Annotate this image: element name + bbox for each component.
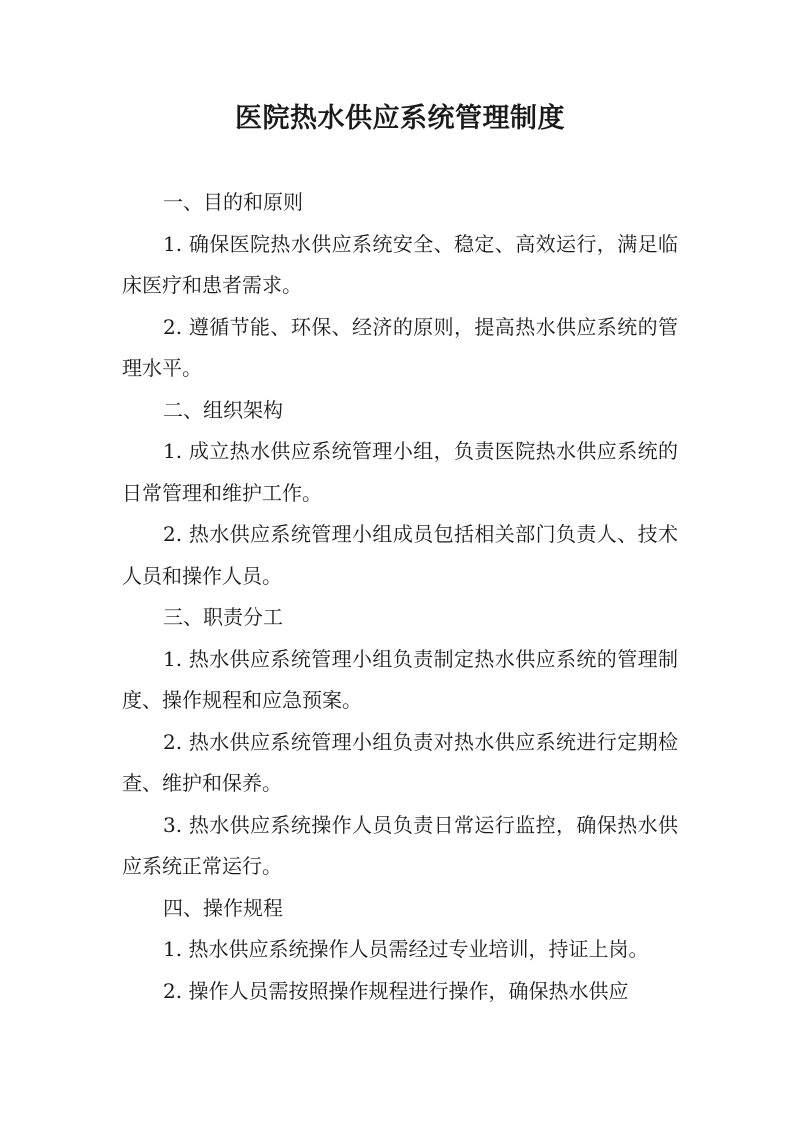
- paragraph: 1. 热水供应系统管理小组负责制定热水供应系统的管理制度、操作规程和应急预案。: [122, 646, 678, 712]
- paragraph: 3. 热水供应系统操作人员负责日常运行监控，确保热水供应系统正常运行。: [122, 812, 678, 878]
- paragraph: 2. 操作人员需按照操作规程进行操作，确保热水供应: [163, 978, 629, 1003]
- paragraph: 2. 热水供应系统管理小组成员包括相关部门负责人、技术人员和操作人员。: [122, 522, 678, 588]
- paragraph: 1. 热水供应系统操作人员需经过专业培训，持证上岗。: [163, 937, 649, 961]
- document-body: [122, 182, 678, 1012]
- paragraph: 2. 热水供应系统管理小组负责对热水供应系统进行定期检查、维护和保养。: [122, 729, 678, 795]
- paragraph: 1. 成立热水供应系统管理小组，负责医院热水供应系统的日常管理和维护工作。: [122, 439, 678, 505]
- paragraph: 2. 遵循节能、环保、经济的原则，提高热水供应系统的管理水平。: [122, 314, 678, 380]
- paragraph: 1. 确保医院热水供应系统安全、稳定、高效运行，满足临床医疗和患者需求。: [122, 231, 678, 297]
- section-heading: 二、组织架构: [163, 397, 283, 422]
- section-heading: 四、操作规程: [163, 895, 283, 920]
- section-heading: 一、目的和原则: [163, 190, 303, 214]
- section-heading: 三、职责分工: [163, 605, 283, 629]
- document-title: 医院热水供应系统管理制度: [235, 103, 565, 134]
